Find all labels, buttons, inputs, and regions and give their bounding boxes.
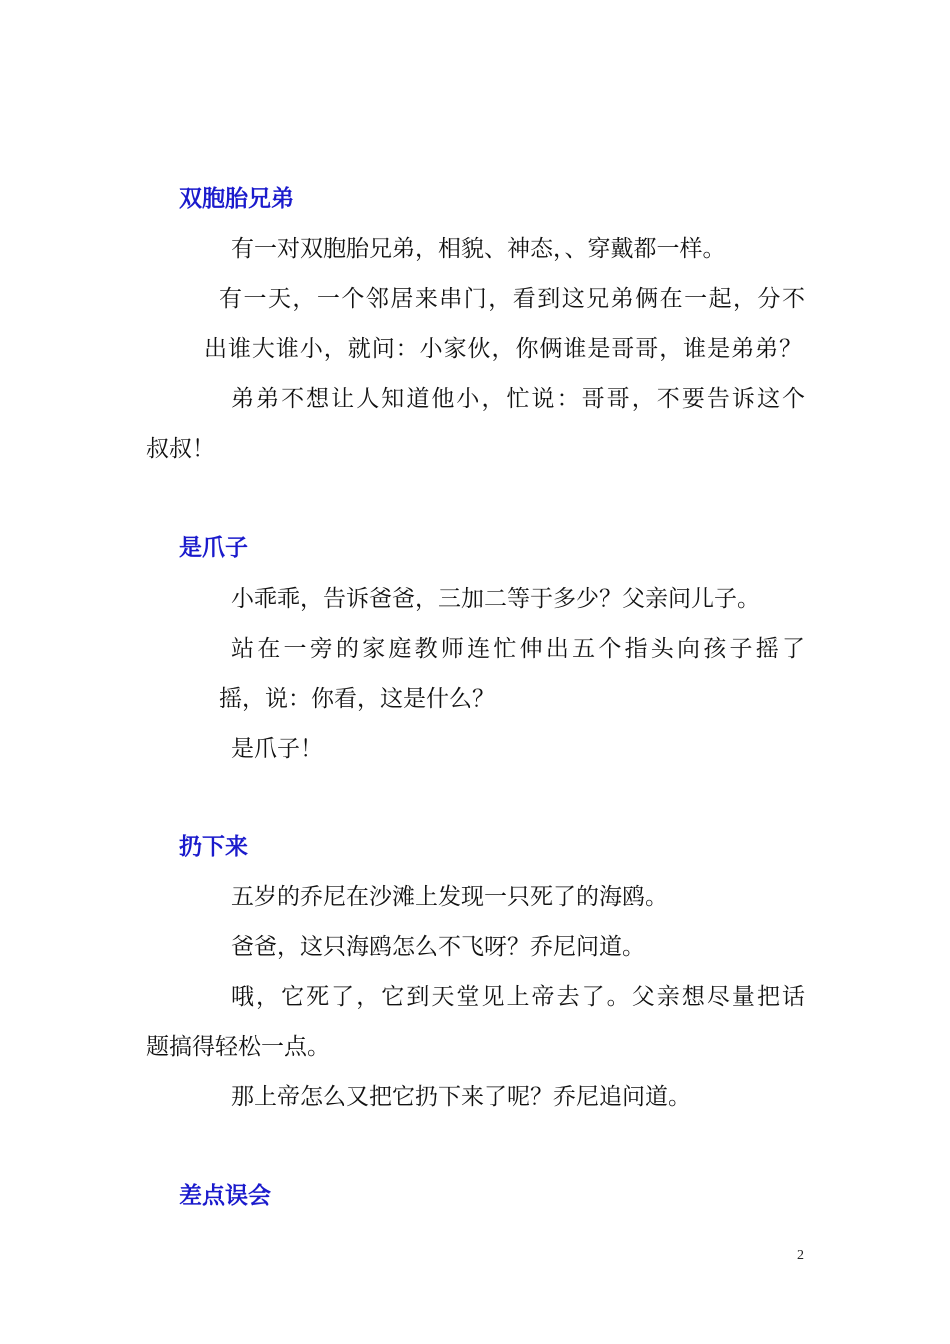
section-title: 是爪子 — [179, 535, 248, 561]
paragraph-line: 那上帝怎么又把它扔下来了呢？乔尼追问道。 — [231, 1084, 691, 1110]
section-title: 差点误会 — [179, 1183, 271, 1209]
paragraph-line: 是爪子！ — [231, 736, 323, 762]
paragraph-line: 叔叔！ — [146, 436, 215, 462]
page-number: 2 — [797, 1248, 804, 1263]
paragraph-line: 有一对双胞胎兄弟，相貌、神态，、穿戴都一样。 — [231, 236, 726, 262]
paragraph-line: 有一天，一个邻居来串门，看到这兄弟俩在一起，分不 — [219, 286, 805, 312]
paragraph-line: 弟弟不想让人知道他小，忙说：哥哥，不要告诉这个 — [231, 386, 805, 412]
paragraph-line: 哦，它死了，它到天堂见上帝去了。父亲想尽量把话 — [231, 984, 805, 1010]
paragraph-line: 五岁的乔尼在沙滩上发现一只死了的海鸥。 — [231, 884, 668, 910]
paragraph-line: 站在一旁的家庭教师连忙伸出五个指头向孩子摇了 — [231, 636, 805, 662]
paragraph-line: 小乖乖，告诉爸爸，三加二等于多少？父亲问儿子。 — [231, 586, 760, 612]
paragraph-line: 爸爸，这只海鸥怎么不飞呀？乔尼问道。 — [231, 934, 645, 960]
paragraph-line: 摇，说：你看，这是什么？ — [219, 686, 495, 712]
section-title: 扔下来 — [179, 834, 248, 860]
paragraph-line: 题搞得轻松一点。 — [146, 1034, 330, 1060]
paragraph-line: 出谁大谁小，就问：小家伙，你俩谁是哥哥，谁是弟弟？ — [204, 336, 802, 362]
section-title: 双胞胎兄弟 — [179, 186, 294, 212]
